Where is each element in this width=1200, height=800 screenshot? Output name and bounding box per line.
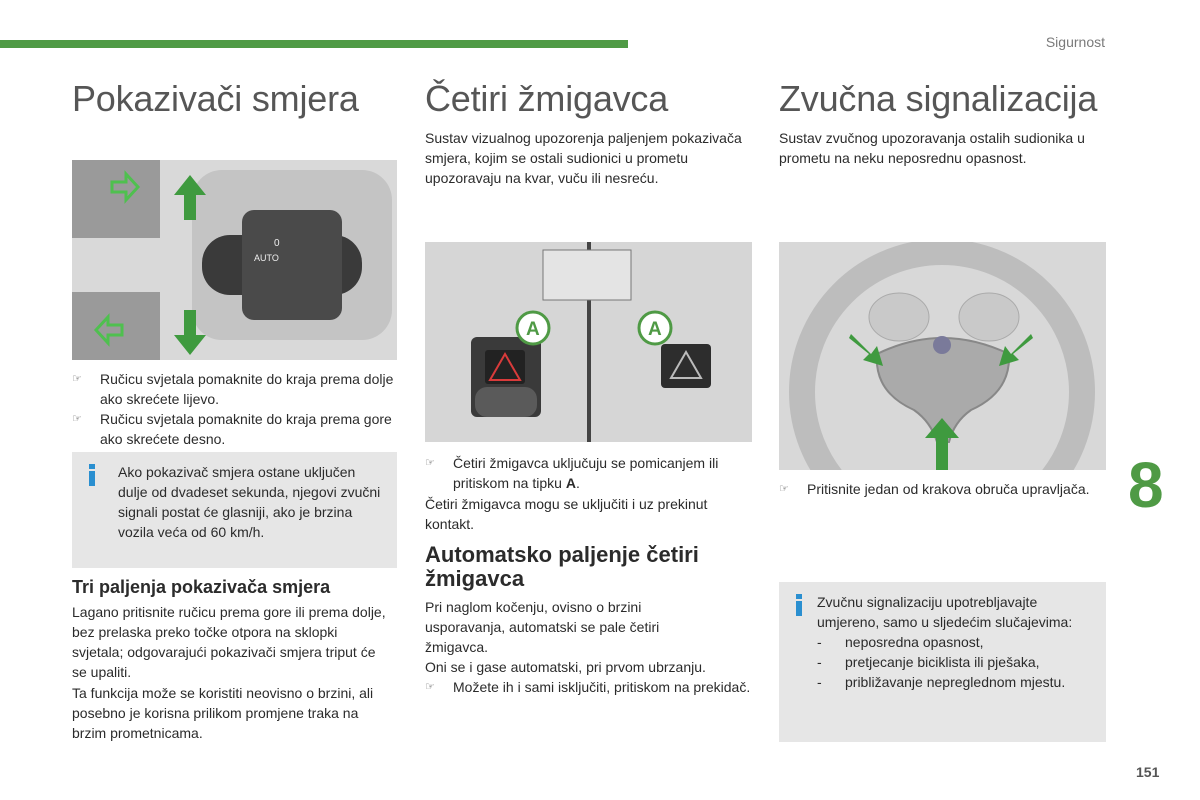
list-item: ☞ Ručicu svjetala pomaknite do kraja prema gore ako skrećete desno. [72, 411, 392, 447]
stalk-zero-label: 0 [274, 238, 280, 249]
info-icon [793, 594, 805, 616]
stalk-auto-label: AUTO [254, 253, 279, 263]
figure-hazard-switch [425, 242, 752, 442]
paragraph-three-flashes: Lagano pritisnite ručicu prema gore ili prema dolje, bez prelaska preko točke otpora na sklopki svjetala; odgovarajući pokazivači smjera triput će se upaliti. [72, 604, 386, 680]
hazard-intro: Sustav vizualnog upozorenja paljenjem pokazivača smjera, kojim se ostali sudionici u prometu upozoravaju na kvar, vuču ili nesreću. [425, 130, 742, 186]
pointing-hand-icon: ☞ [779, 483, 789, 495]
list-item: - približavanje nepreglednom mjestu. [817, 674, 1066, 690]
list-item: ☞ Četiri žmigavca uključuju se pomicanjem ili pritiskom na tipku A. [425, 455, 719, 491]
pointing-hand-icon: ☞ [425, 457, 435, 469]
turn-signal-instructions [72, 369, 397, 449]
page-number: 151 [1136, 764, 1160, 780]
key-label: A [565, 475, 576, 491]
info-box-turn-signal: Ako pokazivač smjera ostane uključen dulje od dvadeset sekunda, njegovi zvučni signali postat će glasniji, ako je brzina vozila veća od 60 km/h. [72, 452, 397, 568]
hazard-ignition-off: Četiri žmigavca mogu se uključiti i uz prekinut kontakt. [425, 496, 708, 532]
horn-info-intro: Zvučnu signalizaciju upotrebljavajte umjereno, samo u sljedećim slučajevima: [817, 594, 1073, 630]
pointing-hand-icon: ☞ [425, 681, 435, 693]
subheading-three-flashes: Tri paljenja pokazivača smjera [72, 577, 331, 597]
list-item: - pretjecanje biciklista ili pješaka, [817, 654, 1040, 670]
horn-instructions [779, 479, 1106, 499]
title-horn: Zvučna signalizacija [779, 78, 1098, 119]
paragraph-auto-hazard: Pri naglom kočenju, ovisno o brzini usporavanja, automatski se pale četiri žmigavca. [425, 599, 660, 655]
list-item: ☞ Pritisnite jedan od krakova obruča upravljača. [779, 481, 1090, 497]
pointing-hand-icon: ☞ [72, 373, 82, 385]
figure-stalk [72, 160, 397, 360]
subheading-automatic-hazard: Automatsko paljenje četiri žmigavca [425, 542, 699, 591]
horn-intro: Sustav zvučnog upozoravanja ostalih sudionika u prometu na neku neposrednu opasnost. [779, 130, 1085, 166]
paragraph-auto-off: Oni se i gase automatski, pri prvom ubrzanju. [425, 659, 706, 675]
title-hazard-lights: Četiri žmigavca [425, 78, 669, 119]
callout-a-left: A [526, 319, 540, 340]
info-icon [86, 464, 98, 486]
hazard-instructions [425, 453, 752, 493]
horn-use-cases [817, 632, 1092, 692]
title-turn-signals: Pokazivači smjera [72, 78, 359, 119]
callout-a-right: A [648, 319, 662, 340]
paragraph-lane-change: Ta funkcija može se koristiti neovisno o brzini, ali posebno je korisna prilikom promjene traka na brzim prometnicama. [72, 685, 374, 741]
figure-steering-wheel [779, 242, 1106, 470]
info-box-horn [779, 582, 1106, 742]
list-item: ☞ Možete ih i sami isključiti, pritiskom na prekidač. [425, 679, 751, 695]
pointing-hand-icon: ☞ [72, 413, 82, 425]
list-item: - neposredna opasnost, [817, 634, 984, 650]
chapter-number: 8 [1128, 449, 1164, 521]
section-label: Sigurnost [1045, 34, 1105, 50]
top-accent-bar [0, 40, 628, 48]
list-item: ☞ Ručicu svjetala pomaknite do kraja prema dolje ako skrećete lijevo. [72, 371, 394, 407]
hazard-manual-off [425, 677, 752, 697]
